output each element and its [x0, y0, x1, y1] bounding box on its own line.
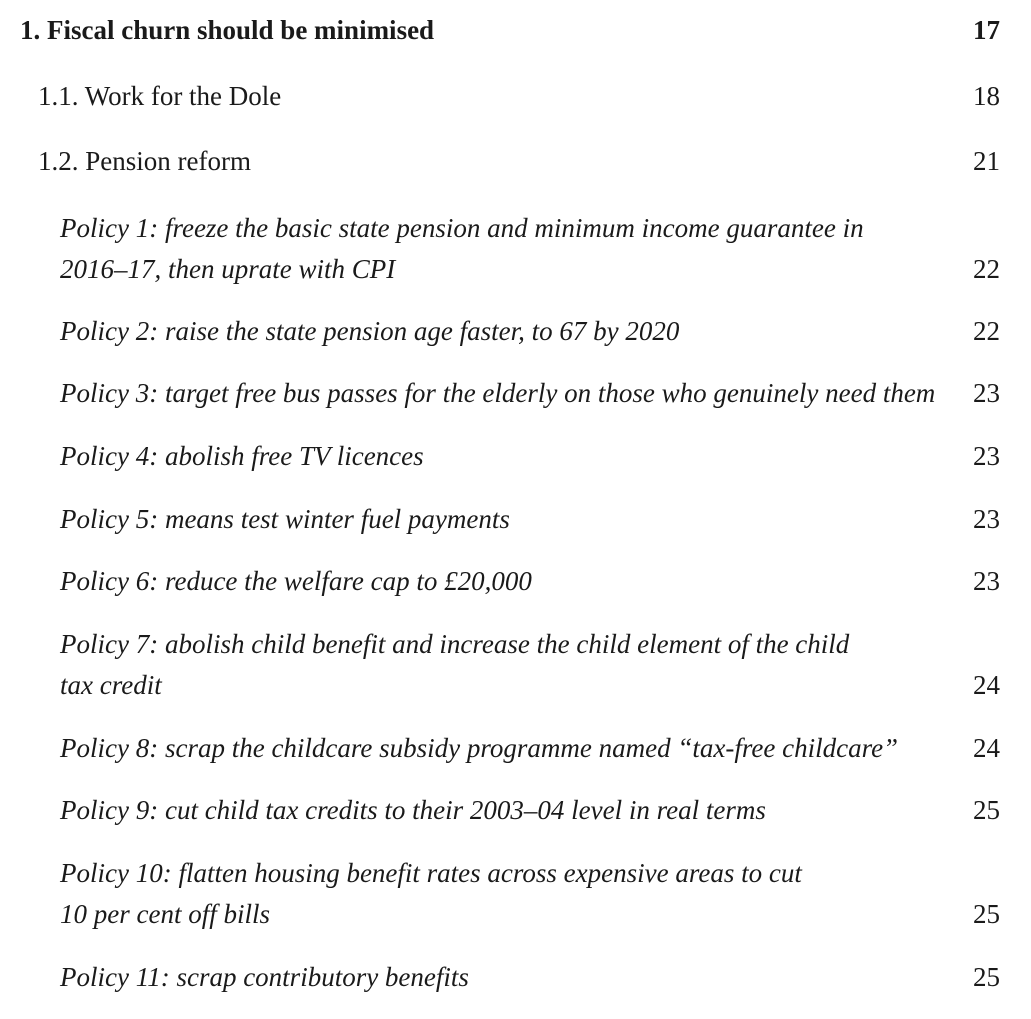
toc-page-number: 18	[973, 81, 1000, 111]
toc-entry-policy-6[interactable]	[60, 561, 1000, 602]
toc-page-number: 25	[973, 962, 1000, 992]
toc-page-number: 23	[973, 566, 1000, 596]
toc-entry-title-line-2: tax credit	[60, 670, 162, 700]
toc-page-number: 23	[973, 504, 1000, 534]
toc-entry-title: Policy 9: cut child tax credits to their 2003–04 level in real terms	[60, 795, 766, 825]
toc-page-number: 17	[973, 15, 1000, 45]
toc-entry-title: Policy 4: abolish free TV licences	[60, 441, 424, 471]
toc-entry-title: Policy 8: scrap the childcare subsidy programme named “tax-free childcare”	[60, 733, 899, 763]
toc-entry-title: Policy 6: reduce the welfare cap to £20,000	[60, 566, 532, 596]
toc-entry-policy-9[interactable]	[60, 790, 1000, 831]
toc-entry-policy-3[interactable]	[60, 373, 1000, 414]
toc-entry-title-line-2: 10 per cent off bills	[60, 899, 270, 929]
toc-entry-section-1-2[interactable]	[38, 141, 1000, 182]
toc-entry-title: Policy 5: means test winter fuel payments	[60, 504, 510, 534]
toc-page-number: 23	[973, 441, 1000, 471]
toc-entry-section-1[interactable]	[20, 10, 1000, 51]
toc-entry-title: Policy 2: raise the state pension age faster, to 67 by 2020	[60, 316, 680, 346]
toc-entry-title: Policy 3: target free bus passes for the elderly on those who genuinely need them	[60, 378, 936, 408]
toc-entry-title: Policy 11: scrap contributory benefits	[60, 962, 469, 992]
toc-entry-section-1-1[interactable]	[38, 76, 1000, 117]
toc-page-number: 21	[973, 146, 1000, 176]
toc-entry-title-line-1: Policy 7: abolish child benefit and increase the child element of the child	[60, 629, 850, 659]
toc-entry-policy-8[interactable]	[60, 728, 1000, 769]
toc-entry-title: 1. Fiscal churn should be minimised	[20, 15, 435, 45]
toc-page-number: 25	[973, 899, 1000, 929]
toc-entry-title: 1.2. Pension reform	[38, 146, 251, 176]
toc-entry-title-line-2: 2016–17, then uprate with CPI	[60, 254, 396, 284]
toc-entry-policy-2[interactable]	[60, 311, 1000, 352]
toc-page-number: 24	[973, 733, 1000, 763]
toc-entry-title-line-1: Policy 1: freeze the basic state pension and minimum income guarantee in	[60, 213, 864, 243]
toc-page-number: 22	[973, 254, 1000, 284]
toc-entry-policy-7[interactable]	[60, 624, 1000, 706]
toc-page-number: 23	[973, 378, 1000, 408]
toc-page-number: 22	[973, 316, 1000, 346]
toc-page-number: 24	[973, 670, 1000, 700]
toc-entry-policy-11[interactable]	[60, 957, 1000, 998]
toc-entry-policy-5[interactable]	[60, 499, 1000, 540]
toc-entry-title-line-1: Policy 10: flatten housing benefit rates across expensive areas to cut	[60, 858, 802, 888]
toc-entry-policy-1[interactable]	[60, 208, 1000, 290]
toc-entry-policy-4[interactable]	[60, 436, 1000, 477]
toc-entry-title: 1.1. Work for the Dole	[38, 81, 282, 111]
toc-page-number: 25	[973, 795, 1000, 825]
toc-entry-policy-10[interactable]	[60, 853, 1000, 935]
